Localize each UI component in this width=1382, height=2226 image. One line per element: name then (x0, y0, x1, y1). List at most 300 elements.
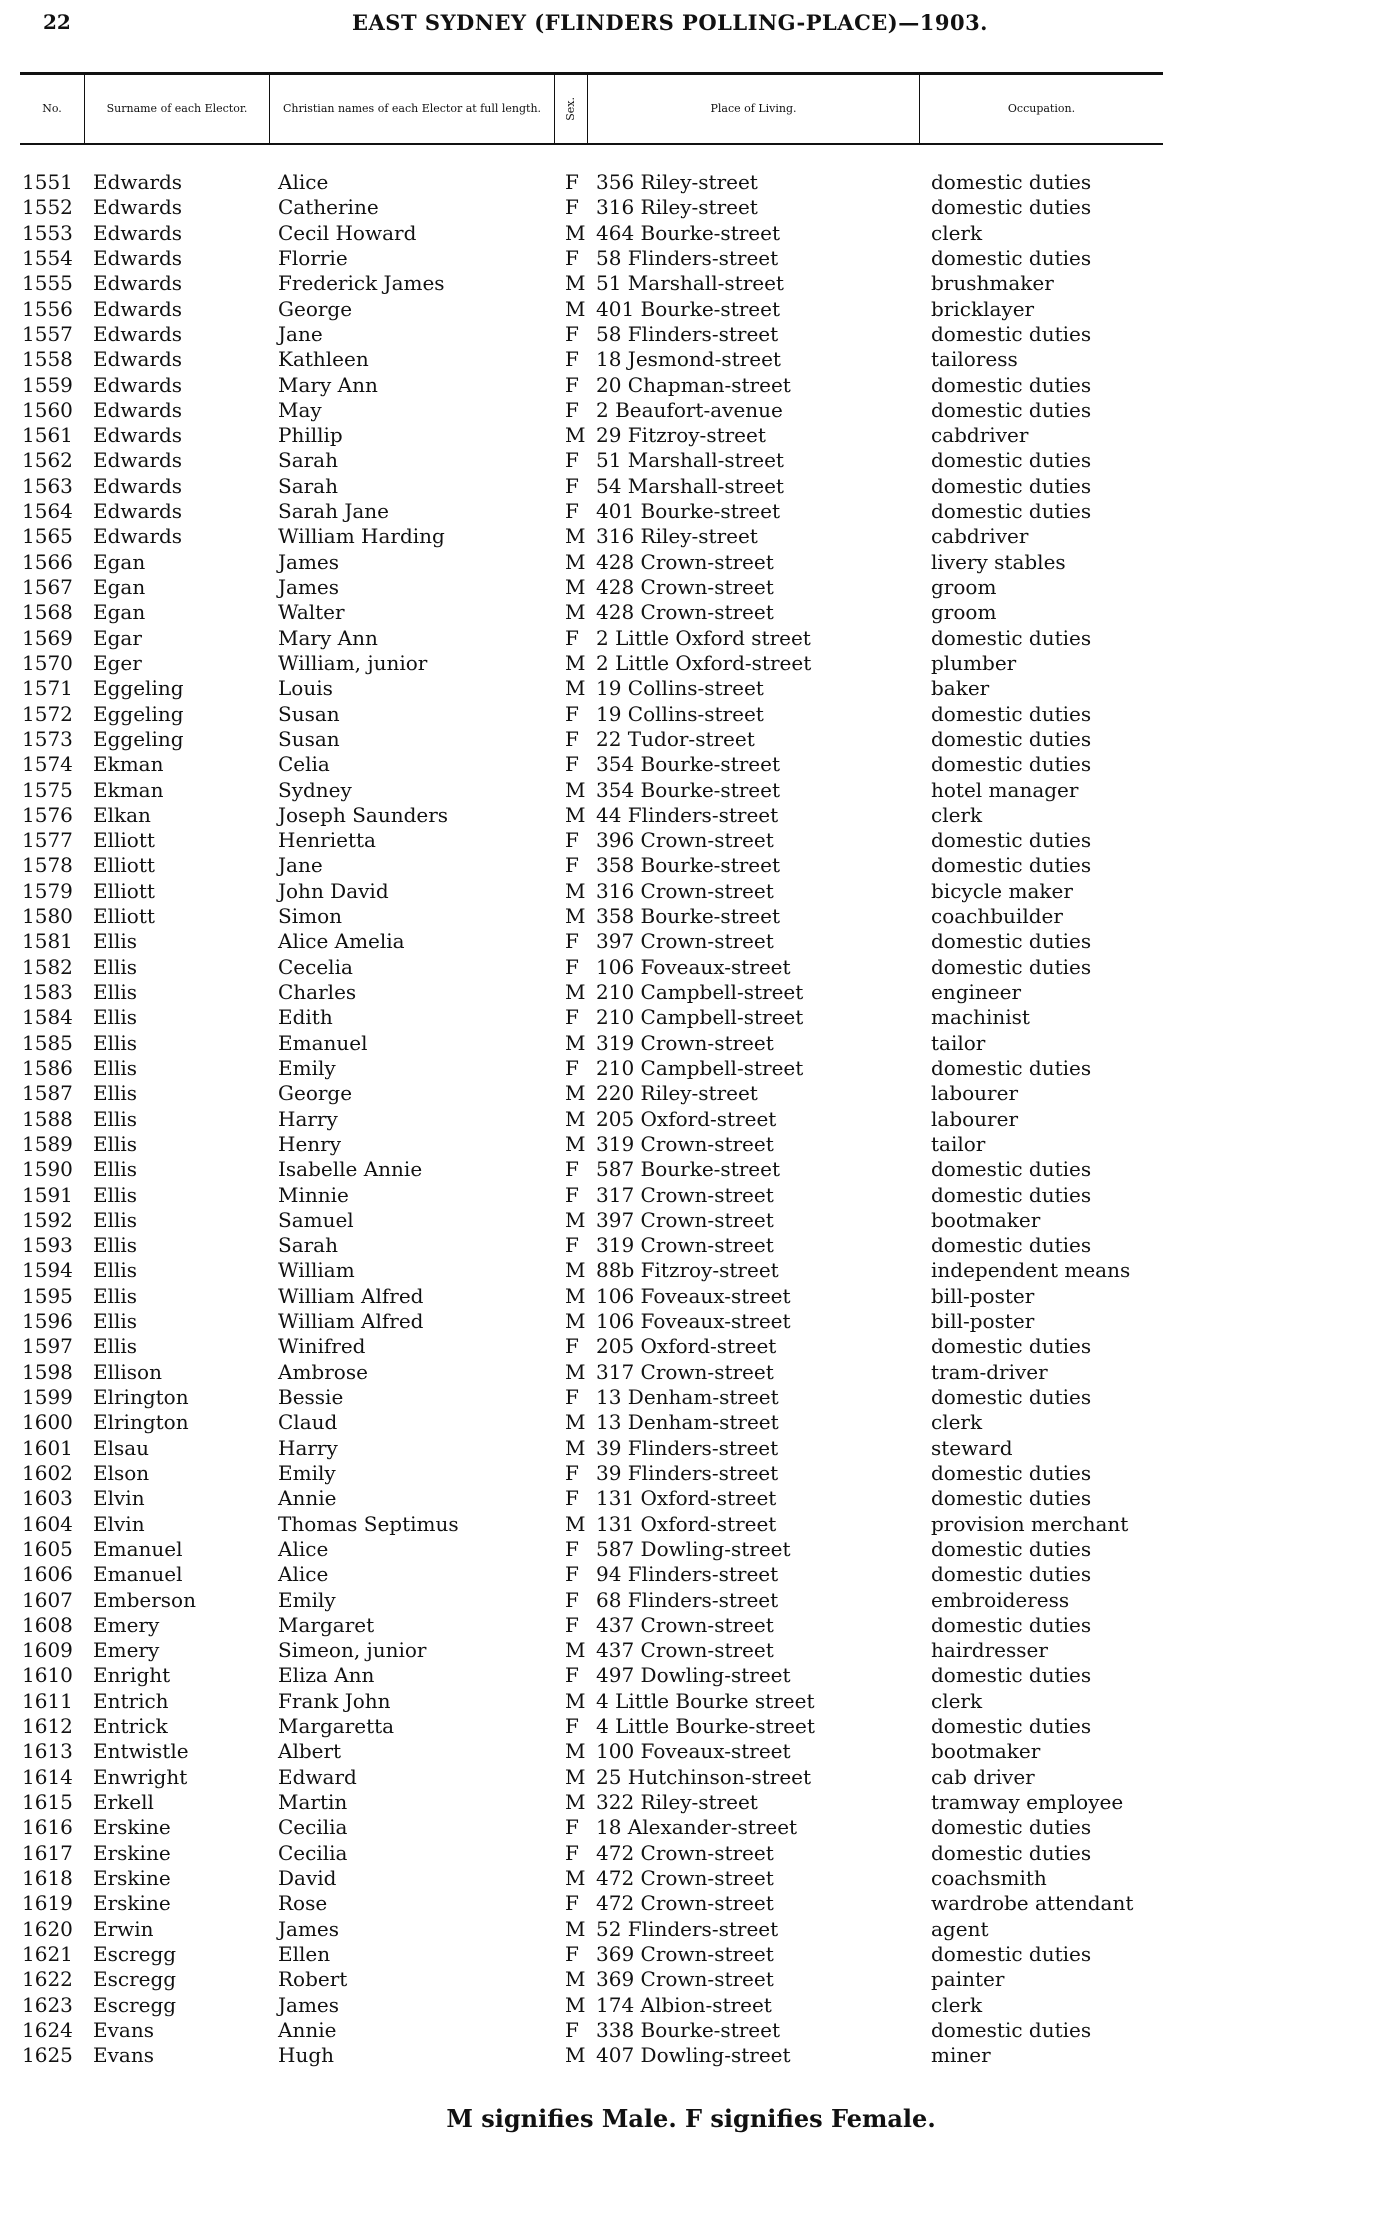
elector-occupation: domestic duties (931, 1840, 1092, 1865)
elector-number: 1578 (22, 853, 73, 878)
elector-sex: M (565, 423, 586, 448)
elector-number: 1621 (22, 1941, 73, 1966)
elector-surname: Egan (93, 575, 146, 599)
elector-number: 1625 (22, 2043, 73, 2068)
elector-occupation: hairdresser (931, 1638, 1048, 1663)
elector-christian-names: Mary Ann (278, 372, 378, 397)
elector-surname: Evans (93, 2043, 154, 2068)
table-row (20, 1334, 1163, 1359)
elector-christian-names: Edward (278, 1764, 357, 1789)
elector-place-of-living: 51 Marshall-street (596, 271, 784, 296)
elector-christian-names: William Alfred (278, 1309, 424, 1334)
elector-occupation: domestic duties (931, 929, 1092, 954)
elector-number: 1614 (22, 1764, 73, 1789)
table-row (20, 1461, 1163, 1486)
elector-occupation: domestic duties (931, 1385, 1092, 1409)
elector-occupation: domestic duties (931, 473, 1092, 498)
elector-surname: Elrington (93, 1385, 189, 1409)
elector-surname: Elson (93, 1460, 150, 1485)
table-row (20, 575, 1163, 600)
table-row (20, 1866, 1163, 1891)
elector-christian-names: Cecelia (278, 954, 353, 979)
elector-christian-names: Henry (278, 1131, 342, 1156)
elector-sex: F (565, 1055, 579, 1080)
elector-sex: F (565, 245, 579, 270)
elector-occupation: hotel manager (931, 777, 1079, 802)
elector-surname: Edwards (93, 423, 183, 448)
elector-place-of-living: 131 Oxford-street (596, 1486, 777, 1511)
elector-place-of-living: 472 Crown-street (596, 1840, 774, 1865)
elector-surname: Elsau (93, 1435, 150, 1460)
elector-christian-names: Harry (278, 1106, 338, 1131)
table-row (20, 398, 1163, 423)
elector-place-of-living: 319 Crown-street (596, 1233, 774, 1258)
elector-place-of-living: 437 Crown-street (596, 1612, 774, 1637)
elector-christian-names: Alice Amelia (278, 929, 405, 954)
elector-place-of-living: 205 Oxford-street (596, 1334, 777, 1359)
elector-occupation: domestic duties (931, 625, 1092, 650)
elector-surname: Ellis (93, 1207, 138, 1232)
elector-occupation: domestic duties (931, 499, 1092, 524)
elector-sex: M (565, 1764, 586, 1789)
elector-place-of-living: 396 Crown-street (596, 828, 774, 853)
table-row (20, 1157, 1163, 1182)
elector-place-of-living: 354 Bourke-street (596, 777, 780, 802)
elector-surname: Erskine (93, 1865, 171, 1890)
elector-place-of-living: 19 Collins-street (596, 676, 764, 701)
elector-place-of-living: 94 Flinders-street (596, 1562, 779, 1587)
elector-surname: Elliott (93, 828, 155, 853)
elector-number: 1623 (22, 1992, 73, 2017)
elector-christian-names: Emanuel (278, 1030, 368, 1055)
elector-occupation: domestic duties (931, 1055, 1092, 1080)
elector-surname: Ellis (93, 980, 138, 1004)
elector-sex: M (565, 1916, 586, 1941)
table-row (20, 828, 1163, 853)
header-christian-names: Christian names of each Elector at full length. (270, 75, 555, 143)
elector-occupation: domestic duties (931, 397, 1092, 422)
elector-surname: Edwards (93, 195, 183, 220)
elector-number: 1566 (22, 549, 73, 574)
table-row (20, 195, 1163, 220)
elector-place-of-living: 106 Foveaux-street (596, 1309, 791, 1334)
elector-place-of-living: 354 Bourke-street (596, 752, 780, 777)
elector-place-of-living: 210 Campbell-street (596, 980, 804, 1004)
elector-sex: F (565, 1233, 579, 1258)
elector-number: 1616 (22, 1815, 73, 1840)
elector-surname: Eggeling (93, 676, 184, 701)
elector-number: 1562 (22, 448, 73, 473)
elector-place-of-living: 4 Little Bourke street (596, 1688, 815, 1713)
elector-surname: Elkan (93, 802, 151, 827)
elector-number: 1593 (22, 1233, 73, 1258)
elector-sex: F (565, 1182, 579, 1207)
elector-occupation: bootmaker (931, 1739, 1041, 1764)
elector-surname: Erskine (93, 1815, 171, 1840)
elector-place-of-living: 356 Riley-street (596, 170, 758, 194)
elector-number: 1570 (22, 650, 73, 675)
table-row (20, 929, 1163, 954)
elector-place-of-living: 106 Foveaux-street (596, 1283, 791, 1308)
elector-sex: M (565, 1511, 586, 1536)
elector-surname: Ellis (93, 1055, 138, 1080)
elector-christian-names: Annie (278, 1486, 337, 1511)
table-row (20, 2043, 1163, 2068)
elector-number: 1583 (22, 980, 73, 1004)
elector-christian-names: Alice (278, 170, 329, 194)
elector-occupation: domestic duties (931, 1334, 1092, 1359)
elector-place-of-living: 51 Marshall-street (596, 448, 784, 473)
elector-occupation: domestic duties (931, 1714, 1092, 1739)
elector-place-of-living: 19 Collins-street (596, 701, 764, 726)
elector-occupation: domestic duties (931, 1562, 1092, 1587)
elector-place-of-living: 437 Crown-street (596, 1638, 774, 1663)
elector-surname: Escregg (93, 1967, 177, 1992)
elector-occupation: steward (931, 1435, 1013, 1460)
elector-christian-names: William, junior (278, 650, 428, 675)
elector-surname: Edwards (93, 347, 183, 372)
table-row (20, 1208, 1163, 1233)
elector-sex: F (565, 347, 579, 372)
elector-occupation: bill-poster (931, 1309, 1035, 1334)
elector-number: 1572 (22, 701, 73, 726)
elector-number: 1551 (22, 170, 73, 194)
elector-occupation: domestic duties (931, 170, 1092, 194)
elector-surname: Ellis (93, 1157, 138, 1182)
header-surname: Surname of each Elector. (85, 75, 270, 143)
elector-christian-names: William (278, 1258, 355, 1283)
table-row (20, 1233, 1163, 1258)
elector-occupation: bricklayer (931, 296, 1035, 321)
elector-christian-names: William Harding (278, 524, 445, 549)
elector-place-of-living: 58 Flinders-street (596, 321, 779, 346)
table-row (20, 1689, 1163, 1714)
elector-sex: M (565, 1739, 586, 1764)
table-row (20, 600, 1163, 625)
elector-surname: Edwards (93, 321, 183, 346)
table-row (20, 1107, 1163, 1132)
elector-christian-names: May (278, 397, 322, 422)
elector-place-of-living: 39 Flinders-street (596, 1460, 779, 1485)
elector-sex: F (565, 448, 579, 473)
elector-christian-names: Minnie (278, 1182, 349, 1207)
elector-sex: M (565, 1435, 586, 1460)
elector-occupation: bicycle maker (931, 878, 1073, 903)
elector-surname: Eggeling (93, 701, 184, 726)
elector-christian-names: Louis (278, 676, 333, 701)
elector-occupation: labourer (931, 1106, 1019, 1131)
elector-christian-names: Simeon, junior (278, 1638, 427, 1663)
elector-number: 1620 (22, 1916, 73, 1941)
table-row (20, 1739, 1163, 1764)
elector-sex: M (565, 2043, 586, 2068)
elector-number: 1613 (22, 1739, 73, 1764)
elector-occupation: tailor (931, 1131, 986, 1156)
elector-surname: Emanuel (93, 1536, 183, 1561)
elector-surname: Ellis (93, 1233, 138, 1258)
elector-place-of-living: 100 Foveaux-street (596, 1739, 791, 1764)
elector-place-of-living: 316 Riley-street (596, 195, 758, 220)
table-row (20, 752, 1163, 777)
elector-number: 1563 (22, 473, 73, 498)
elector-sex: F (565, 499, 579, 524)
elector-number: 1558 (22, 347, 73, 372)
elector-sex: F (565, 1157, 579, 1182)
elector-place-of-living: 25 Hutchinson-street (596, 1764, 812, 1789)
elector-surname: Edwards (93, 473, 183, 498)
elector-christian-names: Margaret (278, 1612, 375, 1637)
elector-place-of-living: 317 Crown-street (596, 1182, 774, 1207)
elector-number: 1564 (22, 499, 73, 524)
elector-place-of-living: 68 Flinders-street (596, 1587, 779, 1612)
elector-christian-names: Frederick James (278, 271, 445, 296)
table-row (20, 879, 1163, 904)
elector-christian-names: Sarah (278, 448, 338, 473)
elector-surname: Enright (93, 1663, 171, 1688)
elector-surname: Elvin (93, 1511, 145, 1536)
table-row (20, 373, 1163, 398)
elector-sex: M (565, 1992, 586, 2017)
elector-sex: M (565, 1967, 586, 1992)
elector-number: 1590 (22, 1157, 73, 1182)
elector-occupation: domestic duties (931, 1612, 1092, 1637)
elector-occupation: bootmaker (931, 1207, 1041, 1232)
elector-sex: M (565, 1410, 586, 1435)
elector-number: 1624 (22, 2017, 73, 2042)
elector-christian-names: Mary Ann (278, 625, 378, 650)
elector-christian-names: Henrietta (278, 828, 376, 853)
elector-place-of-living: 358 Bourke-street (596, 904, 780, 929)
header-no: No. (20, 75, 85, 143)
elector-sex: F (565, 752, 579, 777)
elector-sex: M (565, 271, 586, 296)
elector-number: 1557 (22, 321, 73, 346)
elector-number: 1601 (22, 1435, 73, 1460)
elector-christian-names: Susan (278, 701, 340, 726)
elector-surname: Enwright (93, 1764, 188, 1789)
elector-sex: F (565, 1815, 579, 1840)
elector-christian-names: Eliza Ann (278, 1663, 375, 1688)
elector-place-of-living: 407 Dowling-street (596, 2043, 791, 2068)
elector-surname: Ellis (93, 1131, 138, 1156)
elector-christian-names: Ellen (278, 1941, 331, 1966)
elector-surname: Entrick (93, 1714, 168, 1739)
elector-sex: F (565, 954, 579, 979)
table-row (20, 1588, 1163, 1613)
elector-surname: Elliott (93, 853, 155, 878)
elector-sex: F (565, 1587, 579, 1612)
elector-christian-names: Alice (278, 1562, 329, 1587)
elector-number: 1594 (22, 1258, 73, 1283)
elector-christian-names: George (278, 296, 353, 321)
elector-surname: Evans (93, 2017, 154, 2042)
elector-place-of-living: 497 Dowling-street (596, 1663, 791, 1688)
elector-list (20, 170, 1163, 2068)
elector-sex: M (565, 1258, 586, 1283)
elector-sex: M (565, 1081, 586, 1106)
elector-place-of-living: 472 Crown-street (596, 1865, 774, 1890)
elector-christian-names: Harry (278, 1435, 338, 1460)
elector-sex: F (565, 473, 579, 498)
elector-occupation: tramway employee (931, 1790, 1124, 1814)
table-row (20, 1993, 1163, 2018)
elector-sex: F (565, 625, 579, 650)
elector-place-of-living: 358 Bourke-street (596, 853, 780, 878)
elector-occupation: domestic duties (931, 954, 1092, 979)
elector-place-of-living: 18 Alexander-street (596, 1815, 798, 1840)
table-row (20, 778, 1163, 803)
table-row (20, 853, 1163, 878)
elector-christian-names: Ambrose (278, 1359, 368, 1384)
elector-place-of-living: 4 Little Bourke-street (596, 1714, 815, 1739)
table-row (20, 1410, 1163, 1435)
elector-surname: Eggeling (93, 726, 184, 751)
elector-sex: M (565, 904, 586, 929)
table-row (20, 1512, 1163, 1537)
elector-number: 1552 (22, 195, 73, 220)
table-row (20, 170, 1163, 195)
elector-number: 1576 (22, 802, 73, 827)
elector-surname: Erwin (93, 1916, 154, 1941)
elector-sex: M (565, 1030, 586, 1055)
elector-place-of-living: 587 Dowling-street (596, 1536, 791, 1561)
elector-number: 1587 (22, 1081, 73, 1106)
elector-christian-names: George (278, 1081, 353, 1106)
elector-occupation: provision merchant (931, 1511, 1129, 1536)
elector-sex: M (565, 777, 586, 802)
elector-occupation: domestic duties (931, 1182, 1092, 1207)
elector-occupation: domestic duties (931, 1460, 1092, 1485)
elector-number: 1592 (22, 1207, 73, 1232)
header-place: Place of Living. (588, 75, 920, 143)
elector-occupation: domestic duties (931, 701, 1092, 726)
elector-surname: Egan (93, 549, 146, 574)
elector-number: 1597 (22, 1334, 73, 1359)
elector-place-of-living: 220 Riley-street (596, 1081, 758, 1106)
elector-surname: Egan (93, 600, 146, 625)
elector-christian-names: Florrie (278, 245, 348, 270)
table-row (20, 955, 1163, 980)
elector-christian-names: Sarah (278, 1233, 338, 1258)
elector-sex: M (565, 220, 586, 245)
table-row (20, 1790, 1163, 1815)
elector-sex: M (565, 1790, 586, 1814)
elector-sex: F (565, 170, 579, 194)
elector-sex: F (565, 828, 579, 853)
elector-place-of-living: 20 Chapman-street (596, 372, 791, 397)
elector-christian-names: Samuel (278, 1207, 354, 1232)
elector-christian-names: Jane (278, 321, 323, 346)
elector-number: 1581 (22, 929, 73, 954)
elector-sex: F (565, 397, 579, 422)
elector-surname: Elvin (93, 1486, 145, 1511)
elector-sex: F (565, 2017, 579, 2042)
elector-occupation: groom (931, 600, 997, 625)
elector-number: 1615 (22, 1790, 73, 1814)
elector-number: 1560 (22, 397, 73, 422)
elector-surname: Ellis (93, 1030, 138, 1055)
elector-sex: F (565, 1005, 579, 1030)
elector-number: 1622 (22, 1967, 73, 1992)
elector-number: 1605 (22, 1536, 73, 1561)
elector-number: 1599 (22, 1385, 73, 1409)
elector-christian-names: Alice (278, 1536, 329, 1561)
elector-number: 1555 (22, 271, 73, 296)
elector-christian-names: James (278, 1916, 340, 1941)
table-row (20, 2018, 1163, 2043)
elector-occupation: painter (931, 1967, 1005, 1992)
elector-surname: Ellis (93, 1283, 138, 1308)
elector-sex: F (565, 1714, 579, 1739)
elector-sex: M (565, 802, 586, 827)
table-row (20, 1562, 1163, 1587)
table-row (20, 626, 1163, 651)
elector-number: 1585 (22, 1030, 73, 1055)
elector-christian-names: Emily (278, 1587, 336, 1612)
table-row (20, 297, 1163, 322)
elector-place-of-living: 210 Campbell-street (596, 1005, 804, 1030)
elector-christian-names: Frank John (278, 1688, 391, 1713)
table-row (20, 550, 1163, 575)
table-row (20, 702, 1163, 727)
elector-sex: M (565, 1207, 586, 1232)
table-row (20, 1714, 1163, 1739)
elector-christian-names: Cecil Howard (278, 220, 417, 245)
table-row (20, 1841, 1163, 1866)
elector-sex: M (565, 575, 586, 599)
elector-christian-names: Bessie (278, 1385, 344, 1409)
elector-christian-names: James (278, 575, 340, 599)
elector-surname: Edwards (93, 271, 183, 296)
elector-christian-names: Claud (278, 1410, 338, 1435)
elector-occupation: domestic duties (931, 1233, 1092, 1258)
elector-sex: M (565, 524, 586, 549)
elector-number: 1608 (22, 1612, 73, 1637)
elector-christian-names: Jane (278, 853, 323, 878)
elector-sex: F (565, 1385, 579, 1409)
elector-surname: Erskine (93, 1840, 171, 1865)
table-row (20, 1309, 1163, 1334)
elector-place-of-living: 428 Crown-street (596, 549, 774, 574)
elector-christian-names: Emily (278, 1055, 336, 1080)
elector-place-of-living: 316 Riley-street (596, 524, 758, 549)
elector-number: 1610 (22, 1663, 73, 1688)
table-row (20, 1031, 1163, 1056)
elector-christian-names: Susan (278, 726, 340, 751)
elector-place-of-living: 22 Tudor-street (596, 726, 755, 751)
elector-place-of-living: 2 Little Oxford street (596, 625, 811, 650)
elector-occupation: coachsmith (931, 1865, 1047, 1890)
elector-place-of-living: 397 Crown-street (596, 1207, 774, 1232)
elector-christian-names: Albert (278, 1739, 342, 1764)
elector-christian-names: Sydney (278, 777, 352, 802)
elector-place-of-living: 210 Campbell-street (596, 1055, 804, 1080)
elector-occupation: groom (931, 575, 997, 599)
elector-place-of-living: 18 Jesmond-street (596, 347, 781, 372)
elector-occupation: domestic duties (931, 1486, 1092, 1511)
elector-place-of-living: 131 Oxford-street (596, 1511, 777, 1536)
elector-occupation: domestic duties (931, 1157, 1092, 1182)
elector-christian-names: Simon (278, 904, 342, 929)
elector-occupation: baker (931, 676, 990, 701)
elector-place-of-living: 319 Crown-street (596, 1030, 774, 1055)
elector-christian-names: William Alfred (278, 1283, 424, 1308)
elector-place-of-living: 401 Bourke-street (596, 499, 780, 524)
elector-christian-names: Robert (278, 1967, 348, 1992)
elector-sex: F (565, 1486, 579, 1511)
elector-surname: Escregg (93, 1992, 177, 2017)
elector-number: 1574 (22, 752, 73, 777)
